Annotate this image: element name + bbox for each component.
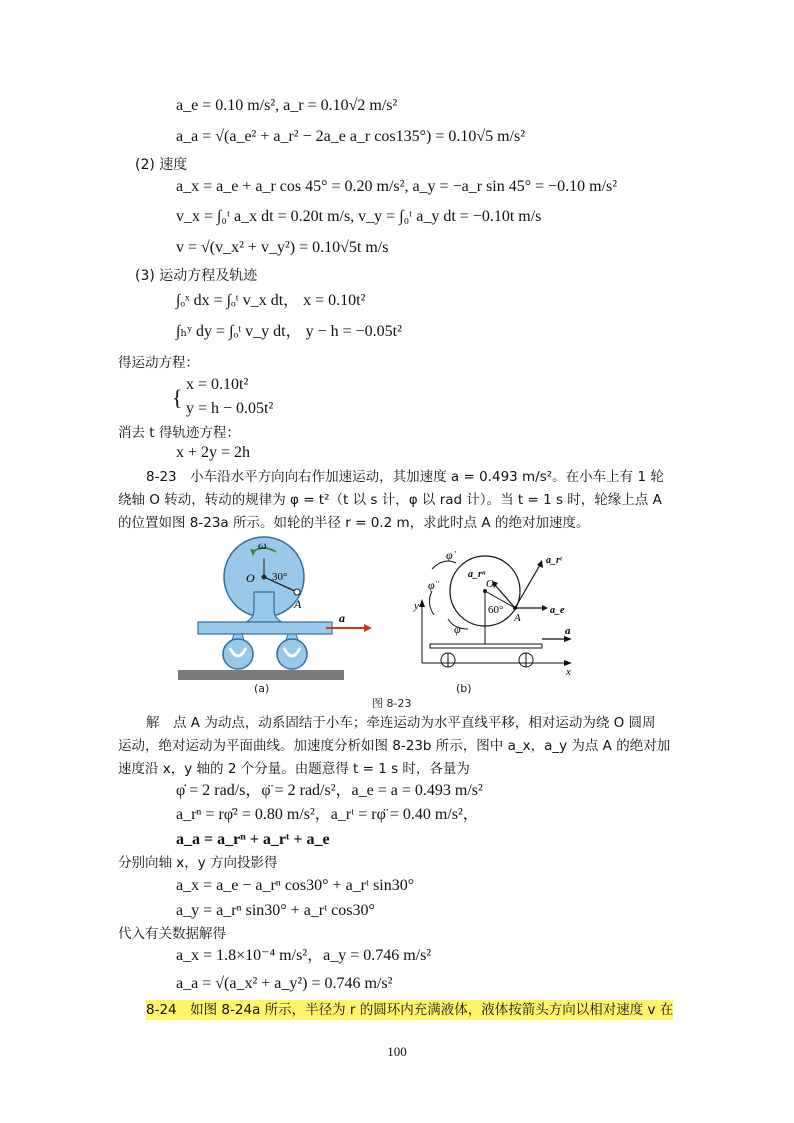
label-a-rn: a_rⁿ — [468, 569, 486, 580]
solution-line3: 速度沿 x，y 轴的 2 个分量。由题意得 t = 1 s 时，各量为 — [118, 761, 470, 777]
cart-base — [430, 644, 542, 648]
label-O: O — [246, 571, 255, 585]
label-phi-ddot: φ̈ — [428, 578, 435, 592]
equation-result-ax-ay: a_x = 1.8×10⁻⁴ m/s²，a_y = 0.746 m/s² — [176, 947, 432, 964]
label-a-b: a — [565, 625, 571, 637]
arrow-phi-dot — [432, 561, 456, 569]
solution-line2: 运动，绝对运动为平面曲线。加速度分析如图 8-23b 所示，图中 a_x，a_y 为点 A 的绝对加 — [118, 738, 671, 754]
figure-8-23a — [176, 530, 376, 682]
equation-ae-ar: a_e = 0.10 m/s², a_r = 0.10√2 m/s² — [176, 97, 398, 114]
cart-wheel-right — [277, 639, 307, 669]
system-brace: { — [172, 385, 183, 410]
label-omega: ω — [258, 538, 267, 552]
figure-caption: 图 8-23 — [372, 697, 412, 710]
problem-8-24-highlighted: 8-24 如图 8-24a 所示，半径为 r 的圆环内充满液体，液体按箭头方向以相对速度 v 在 — [146, 1002, 674, 1018]
label-x: x — [566, 666, 571, 678]
equation-result-aa: a_a = √(a_x² + a_y²) = 0.746 m/s² — [176, 975, 393, 992]
equation-arn-art: a_rⁿ = rφ̇² = 0.80 m/s²，a_rᵗ = rφ̈ = 0.40 m/s²， — [176, 806, 479, 823]
equation-y-integral: ∫ₕʸ dy = ∫ₒᵗ v_y dt， y − h = −0.05t² — [176, 323, 402, 340]
label-a-rt: a_rᵗ — [546, 555, 562, 566]
label-phi: φ — [454, 622, 461, 636]
arrow-phi-ddot — [429, 591, 434, 615]
equation-ay-proj: a_y = a_rⁿ sin30° + a_rᵗ cos30° — [176, 902, 375, 919]
label-O-b: O — [486, 578, 494, 590]
section-heading-velocity: (2) 速度 — [135, 157, 188, 173]
figure-label-a: (a) — [254, 682, 270, 695]
equation-phi-values: φ̇ = 2 rad/s，φ̈ = 2 rad/s²，a_e = a = 0.493 m/s² — [176, 782, 483, 799]
label-a: a — [339, 611, 345, 625]
equation-y: y = h − 0.05t² — [186, 400, 274, 417]
text-substitute: 代入有关数据解得 — [118, 926, 226, 942]
page-number: 100 — [387, 1044, 407, 1059]
point-A — [294, 589, 300, 595]
figure-8-23b — [408, 543, 588, 678]
section-heading-motion: (3) 运动方程及轨迹 — [135, 268, 258, 284]
equation-vx-vy: v_x = ∫₀ᵗ a_x dt = 0.20t m/s, v_y = ∫₀ᵗ a_y dt = −0.10t m/s — [176, 208, 542, 225]
text-trajectory: 消去 t 得轨迹方程： — [118, 425, 240, 441]
problem-8-23-line1: 8-23 小车沿水平方向向右作加速运动，其加速度 a = 0.493 m/s²。在小车上有 1 轮 — [146, 469, 664, 485]
figure-label-b: (b) — [456, 682, 472, 695]
text-motion-equations: 得运动方程： — [118, 355, 199, 371]
label-A: A — [294, 597, 302, 611]
equation-ax-proj: a_x = a_e − a_rⁿ cos30° + a_rᵗ sin30° — [176, 877, 415, 894]
problem-8-23-line2: 绕轴 O 转动，转动的规律为 φ = t²（t 以 s 计，φ 以 rad 计）。当 t = 1 s 时，轮缘上点 A — [118, 492, 662, 508]
label-phi-dot: φ̇ — [446, 548, 453, 562]
equation-trajectory: x + 2y = 2h — [176, 444, 251, 461]
equation-x-integral: ∫ₒˣ dx = ∫ₒᵗ v_x dt， x = 0.10t² — [176, 292, 366, 309]
solution-line1: 解 点 A 为动点，动系固结于小车；牵连运动为水平直线平移，相对运动为绕 O 圆周 — [146, 715, 656, 731]
cart-wheel-left — [223, 639, 253, 669]
text-projection: 分别向轴 x，y 方向投影得 — [118, 855, 278, 871]
equation-v: v = √(v_x² + v_y²) = 0.10√5t m/s — [176, 239, 389, 256]
equation-vector-sum: a_a = a_rⁿ + a_rᵗ + a_e — [176, 831, 330, 848]
problem-8-23-line3: 的位置如图 8-23a 所示。如轮的半径 r = 0.2 m，求此时点 A 的绝对加速度。 — [118, 515, 590, 531]
label-a-e: a_e — [550, 605, 565, 616]
label-60: 60° — [488, 604, 504, 616]
label-A-b: A — [514, 612, 521, 624]
equation-x: x = 0.10t² — [186, 376, 249, 393]
cart-platform — [198, 622, 332, 634]
label-y: y — [414, 600, 419, 612]
equation-ax-ay: a_x = a_e + a_r cos 45° = 0.20 m/s², a_y = −a_r sin 45° = −0.10 m/s² — [176, 178, 618, 195]
ground — [178, 670, 344, 680]
arrow-a-rt — [515, 565, 540, 608]
equation-aa: a_a = √(a_e² + a_r² − 2a_e a_r cos135°) = 0.10√5 m/s² — [176, 128, 526, 145]
label-angle: 30° — [272, 571, 288, 583]
